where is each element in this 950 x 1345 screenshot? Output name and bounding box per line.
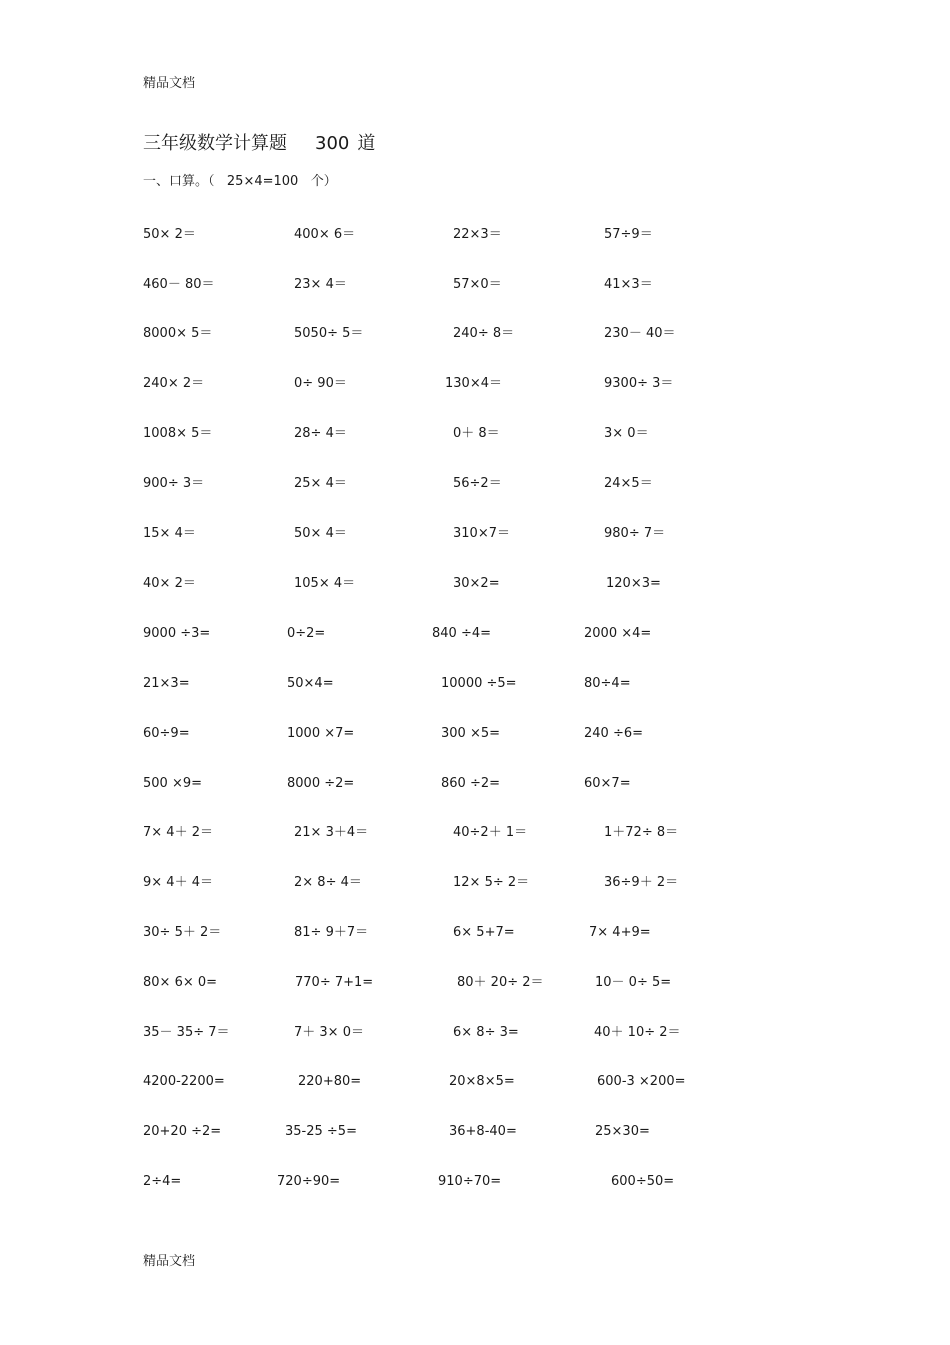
title-count: 300 xyxy=(315,133,350,154)
problem-item: 2000 ×4= xyxy=(584,626,652,641)
problem-item: 120×3= xyxy=(606,576,661,591)
problem-item: 20×8×5= xyxy=(449,1074,515,1089)
problem-item: 600-3 ×200= xyxy=(597,1074,686,1089)
problem-item: 8000× 5＝ xyxy=(143,326,213,341)
problem-item: 6× 8÷ 3= xyxy=(453,1025,519,1040)
page-footer-note: 精品文档 xyxy=(143,1254,196,1269)
problem-item: 6× 5+7= xyxy=(453,925,515,940)
problem-item: 2× 8÷ 4＝ xyxy=(294,875,362,890)
problem-item: 230－ 40＝ xyxy=(604,326,676,341)
problem-item: 60÷9= xyxy=(143,726,190,741)
problem-item: 860 ÷2= xyxy=(441,776,501,791)
problem-item: 80÷4= xyxy=(584,676,631,691)
problem-item: 40＋ 10÷ 2＝ xyxy=(594,1025,681,1040)
problem-item: 23× 4＝ xyxy=(294,277,347,292)
problem-item: 770÷ 7+1= xyxy=(295,975,374,990)
problem-item: 900÷ 3＝ xyxy=(143,476,205,491)
problem-item: 3× 0＝ xyxy=(604,426,649,441)
problem-item: 57÷9＝ xyxy=(604,227,653,242)
problem-item: 105× 4＝ xyxy=(294,576,356,591)
problem-item: 8000 ÷2= xyxy=(287,776,355,791)
problem-item: 20+20 ÷2= xyxy=(143,1124,222,1139)
problem-item: 15× 4＝ xyxy=(143,526,196,541)
problem-item: 81÷ 9＋7＝ xyxy=(294,925,369,940)
problem-item: 600÷50= xyxy=(611,1174,675,1189)
problem-item: 240÷ 8＝ xyxy=(453,326,515,341)
problem-item: 7＋ 3× 0＝ xyxy=(294,1025,364,1040)
problem-item: 0÷ 90＝ xyxy=(294,376,347,391)
problem-item: 910÷70= xyxy=(438,1174,502,1189)
page-header-note: 精品文档 xyxy=(143,76,196,91)
problem-item: 240× 2＝ xyxy=(143,376,205,391)
problem-item: 36÷9＋ 2＝ xyxy=(604,875,679,890)
problem-item: 9000 ÷3= xyxy=(143,626,211,641)
problem-item: 2÷4= xyxy=(143,1174,182,1189)
problem-item: 9× 4＋ 4＝ xyxy=(143,875,213,890)
problem-item: 10000 ÷5= xyxy=(441,676,517,691)
problem-item: 28÷ 4＝ xyxy=(294,426,347,441)
problem-item: 24×5＝ xyxy=(604,476,653,491)
problem-item: 1008× 5＝ xyxy=(143,426,213,441)
problem-item: 21× 3＋4＝ xyxy=(294,825,369,840)
problem-item: 60×7= xyxy=(584,776,631,791)
problem-item: 10－ 0÷ 5= xyxy=(595,975,672,990)
problem-item: 22×3＝ xyxy=(453,227,502,242)
problem-item: 300 ×5= xyxy=(441,726,501,741)
problem-item: 720÷90= xyxy=(277,1174,341,1189)
problem-item: 35－ 35÷ 7＝ xyxy=(143,1025,230,1040)
problem-item: 980÷ 7＝ xyxy=(604,526,666,541)
problem-item: 41×3＝ xyxy=(604,277,653,292)
problem-item: 4200-2200= xyxy=(143,1074,225,1089)
problem-item: 0＋ 8＝ xyxy=(453,426,500,441)
problem-item: 50× 2＝ xyxy=(143,227,196,242)
problem-item: 21×3= xyxy=(143,676,190,691)
problem-item: 240 ÷6= xyxy=(584,726,644,741)
problem-item: 40× 2＝ xyxy=(143,576,196,591)
problem-item: 35-25 ÷5= xyxy=(285,1124,357,1139)
problem-item: 9300÷ 3＝ xyxy=(604,376,674,391)
problem-item: 400× 6＝ xyxy=(294,227,356,242)
problem-item: 130×4＝ xyxy=(445,376,502,391)
problem-item: 5050÷ 5＝ xyxy=(294,326,364,341)
problem-item: 36+8-40= xyxy=(449,1124,517,1139)
problem-item: 57×0＝ xyxy=(453,277,502,292)
problem-item: 7× 4+9= xyxy=(589,925,651,940)
problem-item: 7× 4＋ 2＝ xyxy=(143,825,213,840)
problem-item: 500 ×9= xyxy=(143,776,203,791)
problem-item: 50×4= xyxy=(287,676,334,691)
title-unit: 道 xyxy=(357,133,376,154)
problem-item: 1＋72÷ 8＝ xyxy=(604,825,679,840)
problem-item: 25×30= xyxy=(595,1124,650,1139)
problem-item: 12× 5÷ 2＝ xyxy=(453,875,530,890)
problem-item: 25× 4＝ xyxy=(294,476,347,491)
problem-item: 30×2= xyxy=(453,576,500,591)
problem-item: 460－ 80＝ xyxy=(143,277,215,292)
problem-item: 0÷2= xyxy=(287,626,326,641)
problem-item: 56÷2＝ xyxy=(453,476,502,491)
problem-item: 50× 4＝ xyxy=(294,526,347,541)
problem-item: 310×7＝ xyxy=(453,526,510,541)
problem-item: 1000 ×7= xyxy=(287,726,355,741)
problem-item: 80× 6× 0= xyxy=(143,975,218,990)
problem-item: 40÷2＋ 1＝ xyxy=(453,825,528,840)
section-heading: 一、口算。（ 25×4=100 个） xyxy=(143,174,337,189)
problem-item: 30÷ 5＋ 2＝ xyxy=(143,925,222,940)
problem-item: 80＋ 20÷ 2＝ xyxy=(457,975,544,990)
problem-item: 840 ÷4= xyxy=(432,626,492,641)
title-text: 三年级数学计算题 xyxy=(143,133,287,154)
problem-item: 220+80= xyxy=(298,1074,362,1089)
